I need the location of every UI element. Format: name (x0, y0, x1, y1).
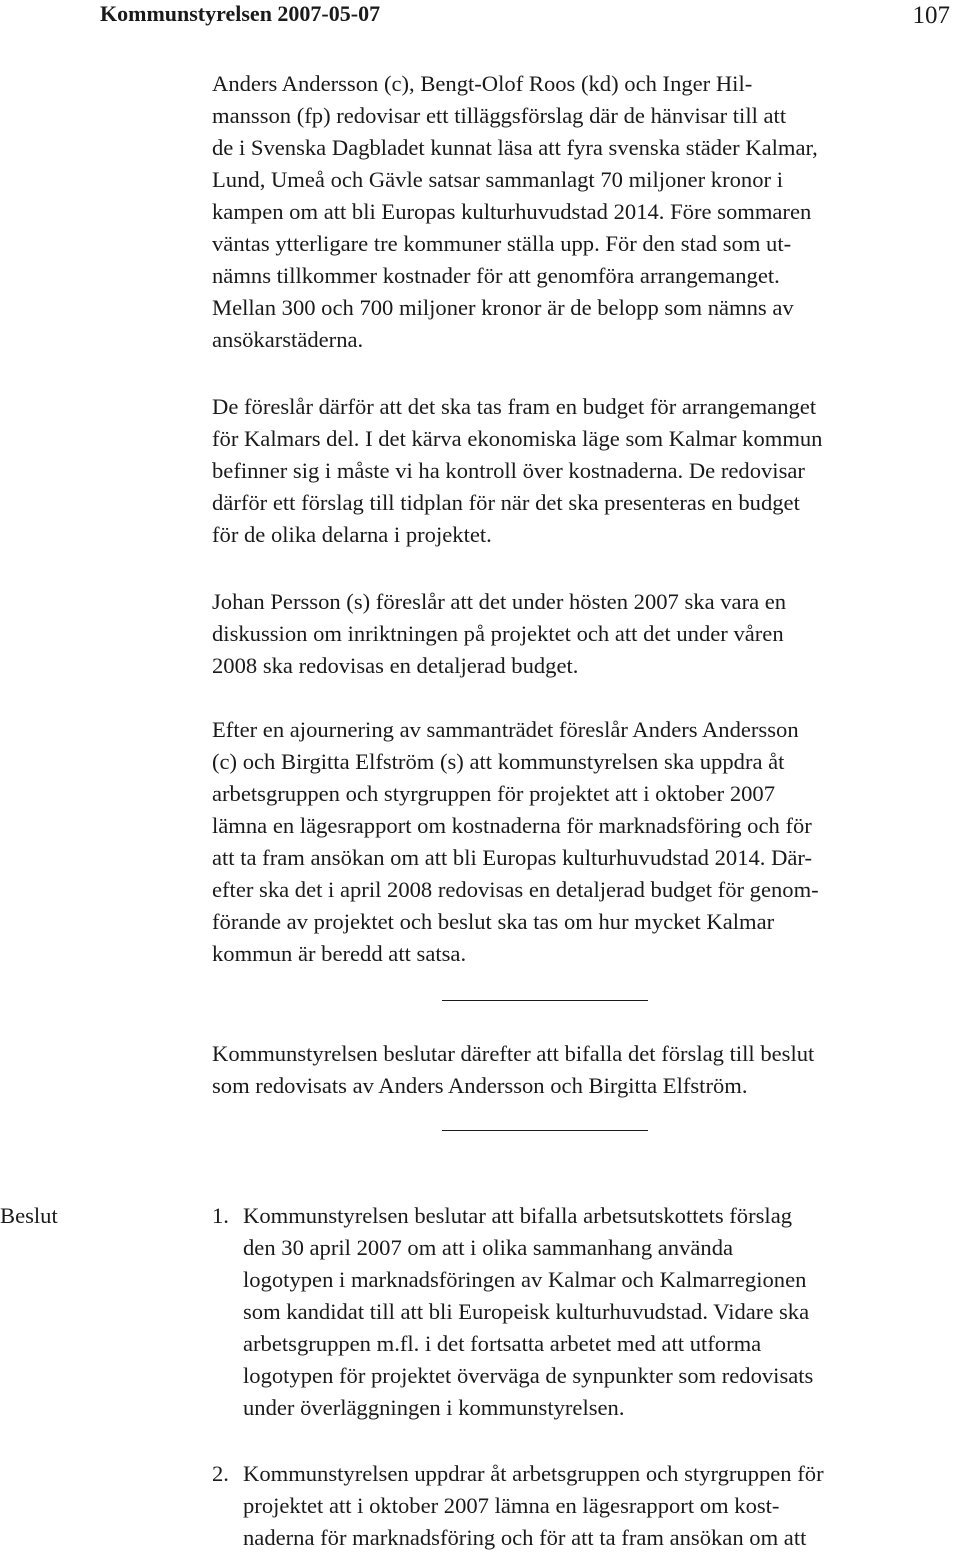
text-line: de i Svenska Dagbladet kunnat läsa att fyra svenska städer Kalmar, (212, 135, 818, 160)
text-line: logotypen i marknadsföringen av Kalmar och Kalmarregionen (243, 1267, 807, 1292)
paragraph-tillaggsforslag (212, 68, 960, 356)
decision-text (243, 1200, 960, 1424)
text-line: för de olika delarna i projektet. (212, 522, 492, 547)
text-line: som redovisats av Anders Andersson och Birgitta Elfström. (212, 1073, 748, 1098)
text-line: Kommunstyrelsen uppdrar åt arbetsgruppen och styrgruppen för (243, 1461, 824, 1486)
paragraph-ajournering (212, 714, 960, 970)
text-line: att ta fram ansökan om att bli Europas kulturhuvudstad 2014. Där- (212, 845, 813, 870)
page-header-title: Kommunstyrelsen 2007-05-07 (100, 1, 381, 26)
text-line: under överläggningen i kommunstyrelsen. (243, 1395, 625, 1420)
text-line: förande av projektet och beslut ska tas om hur mycket Kalmar (212, 909, 775, 934)
text-line: Kommunstyrelsen beslutar därefter att bifalla det förslag till beslut (212, 1041, 815, 1066)
page-number: 107 (912, 2, 950, 29)
text-line: Johan Persson (s) föreslår att det under hösten 2007 ska vara en (212, 589, 787, 614)
text-line: den 30 april 2007 om att i olika sammanhang använda (243, 1235, 734, 1260)
text-line: ansökarstäderna. (212, 327, 364, 352)
text-line: kommun är beredd att satsa. (212, 941, 467, 966)
text-line: Mellan 300 och 700 miljoner kronor är de belopp som nämns av (212, 295, 794, 320)
text-line: Kommunstyrelsen beslutar att bifalla arbetsutskottets förslag (243, 1203, 793, 1228)
text-line: Anders Andersson (c), Bengt-Olof Roos (kd) och Inger Hil- (212, 71, 753, 96)
text-line: arbetsgruppen m.fl. i det fortsatta arbetet med att utforma (243, 1331, 762, 1356)
paragraph-budget-proposal (212, 391, 960, 551)
text-line: nämns tillkommer kostnader för att genomföra arrangemanget. (212, 263, 780, 288)
text-line: arbetsgruppen och styrgruppen för projektet att i oktober 2007 (212, 781, 776, 806)
text-line: logotypen för projektet överväga de synpunkter som redovisats (243, 1363, 814, 1388)
text-line: väntas ytterligare tre kommuner ställa upp. För den stad som ut- (212, 231, 792, 256)
text-line: efter ska det i april 2008 redovisas en detaljerad budget för genom- (212, 877, 819, 902)
text-line: befinner sig i måste vi ha kontroll över kostnaderna. De redovisar (212, 458, 805, 483)
text-line: (c) och Birgitta Elfström (s) att kommunstyrelsen ska uppdra åt (212, 749, 785, 774)
text-line: Efter en ajournering av sammanträdet föreslår Anders Andersson (212, 717, 799, 742)
section-divider (442, 1130, 648, 1131)
text-line: för Kalmars del. I det kärva ekonomiska läge som Kalmar kommun (212, 426, 823, 451)
text-line: naderna för marknadsföring och för att ta fram ansökan om att (243, 1525, 807, 1550)
text-line: diskussion om inriktningen på projektet och att det under våren (212, 621, 784, 646)
text-line: lämna en lägesrapport om kostnaderna för marknadsföring och för (212, 813, 812, 838)
text-line: kampen om att bli Europas kulturhuvudstad 2014. Före sommaren (212, 199, 812, 224)
text-line: De föreslår därför att det ska tas fram en budget för arrangemanget (212, 394, 817, 419)
decision-number: 1. (212, 1203, 229, 1228)
paragraph-kommunstyrelsen-beslutar (212, 1038, 960, 1102)
decision-text (243, 1458, 960, 1554)
paragraph-johan-persson (212, 586, 960, 682)
beslut-label: Beslut (0, 1203, 58, 1228)
text-line: 2008 ska redovisas en detaljerad budget. (212, 653, 579, 678)
text-line: Lund, Umeå och Gävle satsar sammanlagt 70 miljoner kronor i (212, 167, 783, 192)
section-divider (442, 1000, 648, 1001)
decision-number: 2. (212, 1461, 229, 1486)
text-line: projektet att i oktober 2007 lämna en lägesrapport om kost- (243, 1493, 780, 1518)
text-line: som kandidat till att bli Europeisk kulturhuvudstad. Vidare ska (243, 1299, 810, 1324)
text-line: mansson (fp) redovisar ett tilläggsförslag där de hänvisar till att (212, 103, 787, 128)
text-line: därför ett förslag till tidplan för när det ska presenteras en budget (212, 490, 800, 515)
